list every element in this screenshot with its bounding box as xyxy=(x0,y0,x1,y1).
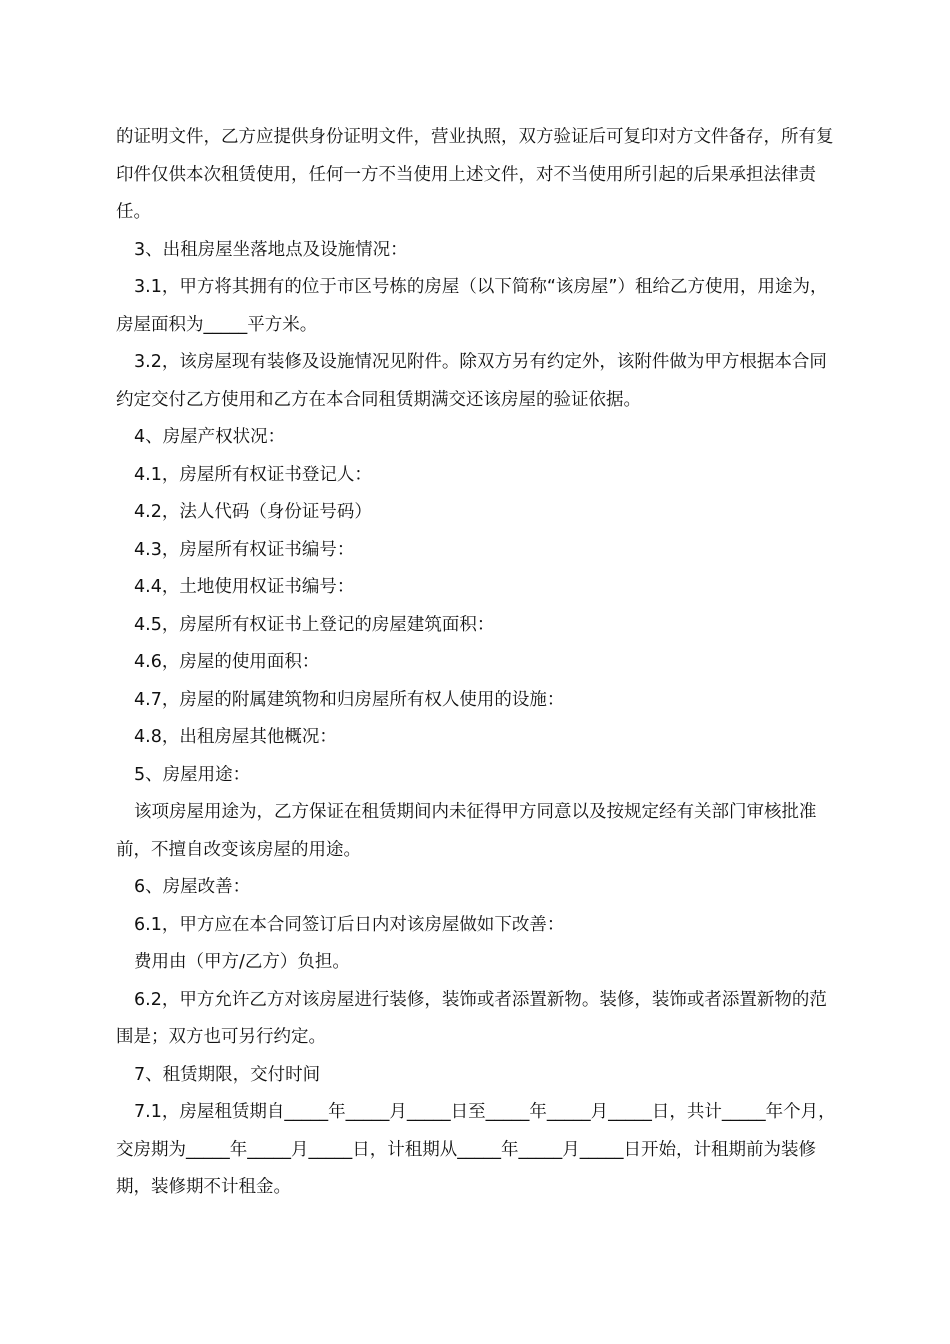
clause-4-1: 4.1，房屋所有权证书登记人： xyxy=(134,464,372,485)
clause-7-1: 7.1，房屋租赁期自_____年_____月_____日至_____年_____月_____日，共计_____年个月，交房期为_____年_____月_____日，计租期从_____年_____月_____日开始，计租期前为装修期，装修期不计租金。 xyxy=(116,1102,836,1197)
clause-6-2: 6.2，甲方允许乙方对该房屋进行装修，装饰或者添置新物。装修，装饰或者添置新物的范围是；双方也可另行约定。 xyxy=(116,989,827,1047)
clause-3-1: 3.1，甲方将其拥有的位于市区号栋的房屋（以下简称“该房屋”）租给乙方使用，用途为，房屋面积为_____平方米。 xyxy=(116,277,828,335)
clause-4-6: 4.6，房屋的使用面积： xyxy=(134,652,320,672)
paragraph-house-usage: 该项房屋用途为，乙方保证在租赁期间内未征得甲方同意以及按规定经有关部门审核批准前，不擅自改变该房屋的用途。 xyxy=(116,802,817,860)
clause-4-3: 4.3，房屋所有权证书编号： xyxy=(134,539,355,560)
clause-4-7: 4.7，房屋的附属建筑物和归房屋所有权人使用的设施： xyxy=(134,689,565,710)
clause-4-2: 4.2，法人代码（身份证号码） xyxy=(134,502,372,522)
document-body xyxy=(116,119,836,1207)
paragraph-identity-documents: 的证明文件，乙方应提供身份证明文件，营业执照，双方验证后可复印对方文件备存，所有复印件仅供本次租赁使用，任何一方不当使用上述文件，对不当使用所引起的后果承担法律责任。 xyxy=(116,127,834,222)
heading-section-7: 7、租赁期限，交付时间 xyxy=(134,1064,321,1085)
clause-4-8: 4.8，出租房屋其他概况： xyxy=(134,727,337,747)
clause-3-2: 3.2，该房屋现有装修及设施情况见附件。除双方另有约定外，该附件做为甲方根据本合同约定交付乙方使用和乙方在本合同租赁期满交还该房屋的验证依据。 xyxy=(116,352,827,410)
heading-section-6: 6、房屋改善： xyxy=(134,877,251,897)
clause-4-4: 4.4，土地使用权证书编号： xyxy=(134,577,355,597)
heading-section-5: 5、房屋用途： xyxy=(134,764,251,785)
clause-6-1: 6.1，甲方应在本合同签订后日内对该房屋做如下改善： xyxy=(134,914,565,935)
paragraph-cost-bearer: 费用由（甲方/乙方）负担。 xyxy=(134,952,350,972)
heading-section-3: 3、出租房屋坐落地点及设施情况： xyxy=(134,239,408,260)
heading-section-4: 4、房屋产权状况： xyxy=(134,427,286,447)
clause-4-5: 4.5，房屋所有权证书上登记的房屋建筑面积： xyxy=(134,614,495,635)
